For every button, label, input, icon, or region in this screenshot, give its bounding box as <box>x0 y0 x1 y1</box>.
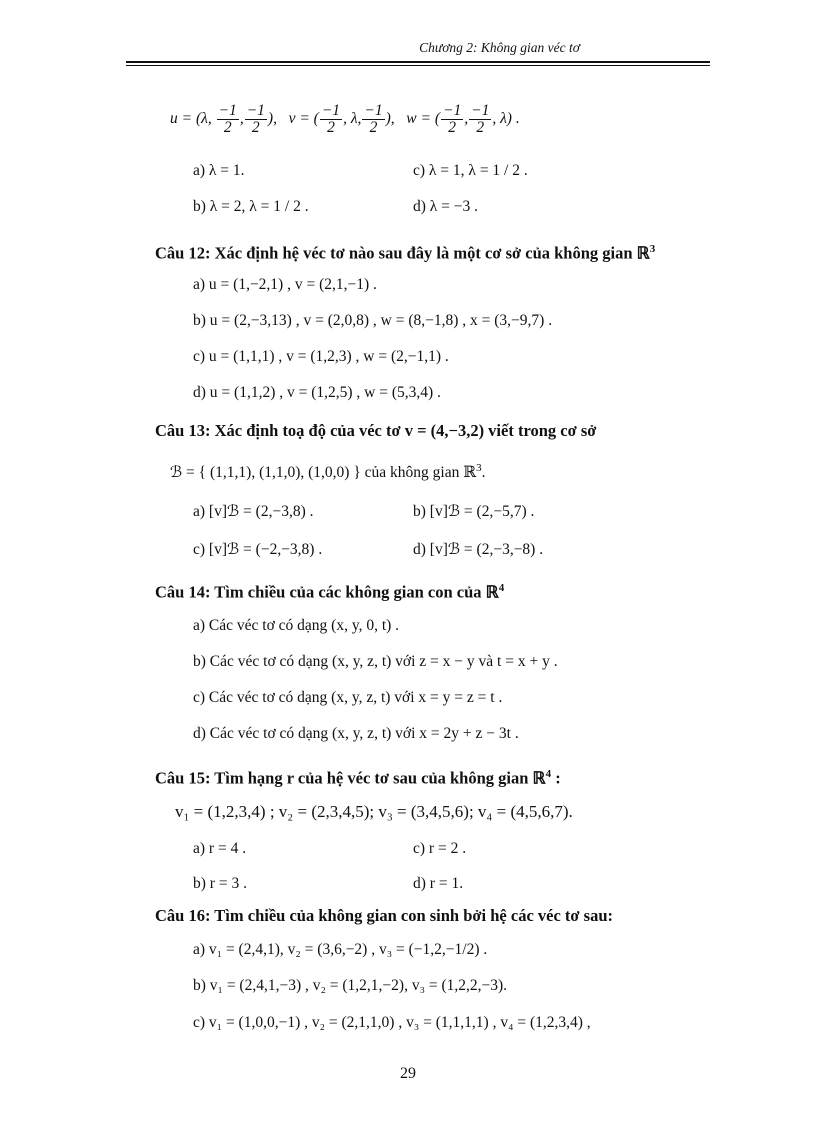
q14-option-d: d) Các véc tơ có dạng (x, y, z, t) với x = 2y + z − 3t . <box>193 725 519 742</box>
q14-option-c: c) Các véc tơ có dạng (x, y, z, t) với x = y = z = t . <box>193 689 503 706</box>
fraction: $\frac{-1}{2}$ <box>471 102 490 136</box>
q15-option-a: a) r = 4 . <box>193 840 247 857</box>
q16-option-b: b) v₁ = (2,4,1,−3) , v₂ = (1,2,1,−2), v₃ = (1,2,2,−3). <box>193 977 508 994</box>
q11-option-b: b) λ = 2, λ = 1 / 2 . <box>193 198 309 215</box>
fraction: $\frac{-1}{2}$ <box>218 102 237 136</box>
q12-option-d: d) u = (1,1,2) , v = (1,2,5) , w = (5,3,4) . <box>193 384 441 401</box>
fraction: $\frac{-1}{2}$ <box>443 102 462 136</box>
q13-option-c: c) [v]ℬ = (−2,−3,8) . <box>193 541 323 558</box>
q16-title: Câu 16: Tìm chiều của không gian con sinh bởi hệ các véc tơ sau: <box>155 906 614 925</box>
fraction: $\frac{-1}{2}$ <box>364 102 383 136</box>
page-number: 29 <box>400 1065 416 1082</box>
q14-option-b: b) Các véc tơ có dạng (x, y, z, t) với z = x − y và t = x + y . <box>193 653 558 670</box>
q14-option-a: a) Các véc tơ có dạng (x, y, 0, t) . <box>193 617 400 634</box>
q12-title: Câu 12: Xác định hệ véc tơ nào sau đây là một cơ sở của không gian ℝ$^3$ <box>155 243 656 263</box>
fraction: $\frac{-1}{2}$ <box>246 102 265 136</box>
header-rule-thick <box>126 61 710 63</box>
q12-option-a: a) u = (1,−2,1) , v = (2,1,−1) . <box>193 276 377 293</box>
q15-option-b: b) r = 3 . <box>193 875 247 892</box>
q13-basis: ℬ = { (1,1,1), (1,1,0), (1,0,0) } của không gian ℝ$^3$. <box>170 462 486 482</box>
q16-option-a: a) v₁ = (2,4,1), v₂ = (3,6,−2) , v₃ = (−1,2,−1/2) . <box>193 941 488 958</box>
q13-title: Câu 13: Xác định toạ độ của véc tơ v = (4,−3,2) viết trong cơ sở <box>155 421 597 440</box>
q11-option-a: a) λ = 1. <box>193 162 245 179</box>
q15-vectors: v₁ = (1,2,3,4) ; v₂ = (2,3,4,5); v₃ = (3,4,5,6); v₄ = (4,5,6,7). <box>175 802 573 821</box>
q16-option-c: c) v₁ = (1,0,0,−1) , v₂ = (2,1,1,0) , v₃ = (1,1,1,1) , v₄ = (1,2,3,4) , <box>193 1014 591 1031</box>
page-header: Chương 2: Không gian véc tơ <box>419 40 580 55</box>
header-rule-thin <box>126 65 710 66</box>
q11-vectors: u = (λ, $\frac{-1}{2}$ , $\frac{-1}{2}$ ), v = ( $\frac{-1}{2}$ , λ, $\frac{-1}{2}$ ), w = ( $\frac{-1}{2}$ , $\frac{-1}{2}$ , λ) . <box>170 102 520 136</box>
q12-option-b: b) u = (2,−3,13) , v = (2,0,8) , w = (8,−1,8) , x = (3,−9,7) . <box>193 312 553 329</box>
q14-title: Câu 14: Tìm chiều của các không gian con của ℝ$^4$ <box>155 582 505 602</box>
q13-option-a: a) [v]ℬ = (2,−3,8) . <box>193 503 314 520</box>
q13-option-b: b) [v]ℬ = (2,−5,7) . <box>413 503 535 520</box>
fraction: $\frac{-1}{2}$ <box>321 102 341 136</box>
q11-option-c: c) λ = 1, λ = 1 / 2 . <box>413 162 528 179</box>
q11-option-d: d) λ = −3 . <box>413 198 479 215</box>
q15-option-c: c) r = 2 . <box>413 840 467 857</box>
q15-option-d: d) r = 1. <box>413 875 464 892</box>
q13-option-d: d) [v]ℬ = (2,−3,−8) . <box>413 541 544 558</box>
q15-title: Câu 15: Tìm hạng r của hệ véc tơ sau của không gian ℝ$^4$ : <box>155 768 561 788</box>
q12-option-c: c) u = (1,1,1) , v = (1,2,3) , w = (2,−1,1) . <box>193 348 449 365</box>
